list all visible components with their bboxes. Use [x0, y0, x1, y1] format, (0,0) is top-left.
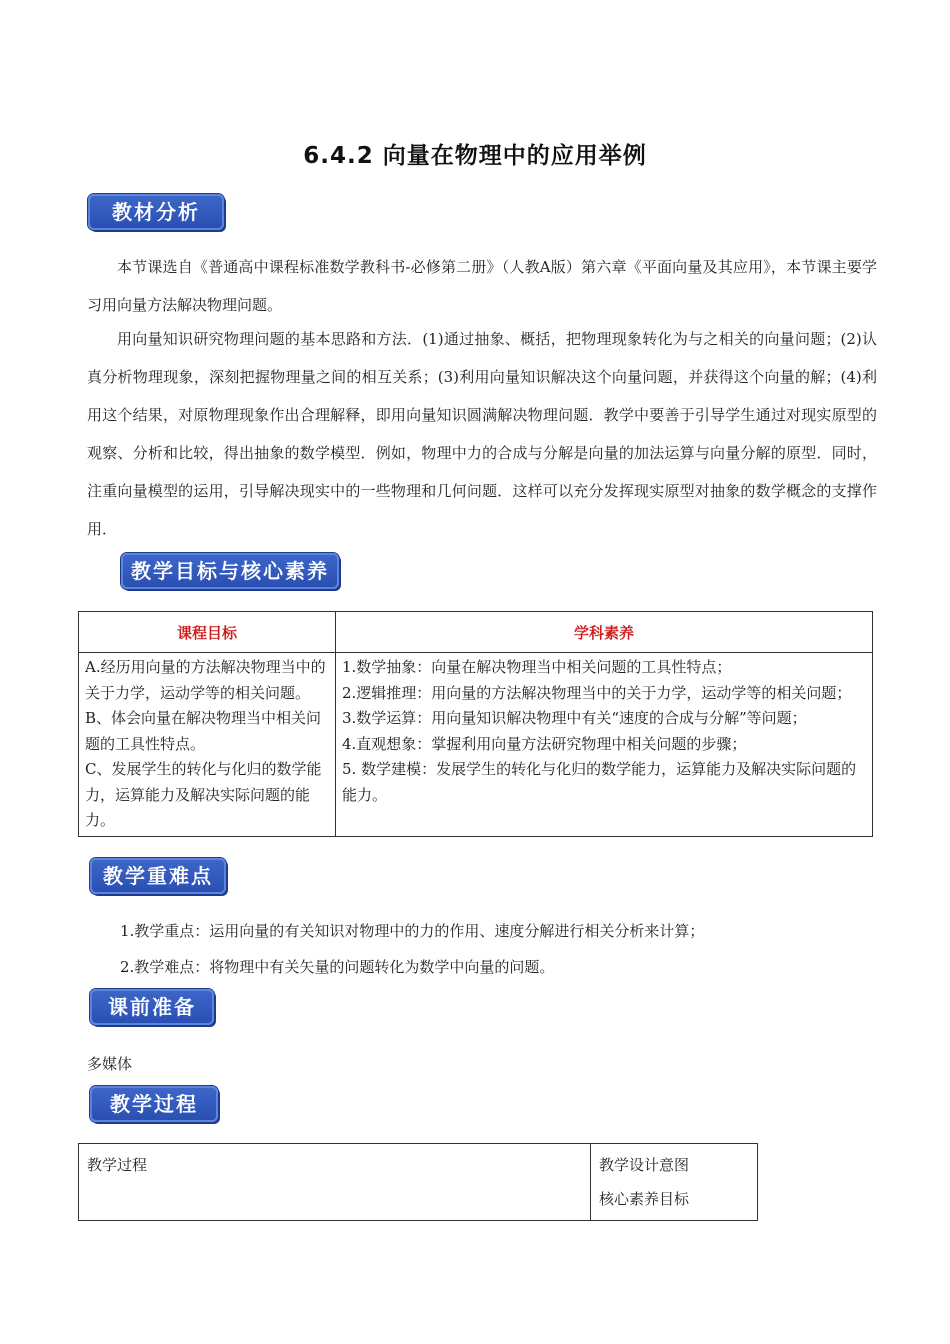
section-badge-key-points: 教学重难点 — [90, 858, 226, 894]
header-course-objectives: 课程目标 — [79, 612, 336, 653]
goals-table — [78, 611, 873, 837]
section-badge-preparation: 课前准备 — [90, 989, 214, 1025]
literacy-cell — [336, 653, 873, 837]
design-intent-cell — [591, 1144, 758, 1221]
literacy-item: 1.数学抽象：向量在解决物理当中相关问题的工具性特点； — [342, 658, 732, 676]
objective-item: C、发展学生的转化与化归的数学能力，运算能力及解决实际问题的能力。 — [85, 760, 322, 829]
goals-table-header-row — [79, 612, 873, 653]
page-title: 6.4.2 向量在物理中的应用举例 — [303, 143, 647, 169]
process-table-row — [79, 1144, 758, 1221]
objective-item: B、体会向量在解决物理当中相关问题的工具性特点。 — [85, 709, 322, 753]
section-badge-goals: 教学目标与核心素养 — [121, 553, 339, 589]
goals-table-row — [79, 653, 873, 837]
preparation-text: 多媒体 — [87, 1055, 133, 1073]
literacy-item: 5. 数学建模：发展学生的转化与化归的数学能力，运算能力及解决实际问题的能力。 — [342, 760, 857, 804]
design-intent-label: 教学设计意图 — [599, 1156, 690, 1174]
literacy-item: 2.逻辑推理：用向量的方法解决物理当中的关于力学，运动学等的相关问题； — [342, 683, 852, 702]
teaching-focus: 1.教学重点：运用向量的有关知识对物理中的力的作用、速度分解进行相关分析来计算； — [120, 922, 705, 940]
process-table — [78, 1143, 758, 1221]
core-literacy-label: 核心素养目标 — [599, 1190, 690, 1208]
analysis-paragraph-2: 用向量知识研究物理问题的基本思路和方法．(1)通过抽象、概括，把物理现象转化为与之相关的向量问题；(2)认真分析物理现象，深刻把握物理量之间的相互关系；(3)利用向量知识解决这个向量问题，并获得这个向量的解；(4)利用这个结果，对原物理现象作出合理解释，即用向量知识圆满解决物理问题．教学中要善于引导学生通过对现实原型的观察、分析和比较，得出抽象的数学模型．例如，物理中力的合成与分解是向量的加法运算与向量分解的原型．同时，注重向量模型的运用，引导解决现实中的一些物理和几何问题．这样可以充分发挥现实原型对抽象的数学概念的支撑作用． — [87, 330, 877, 538]
objectives-cell — [79, 653, 336, 837]
objective-item: A.经历用向量的方法解决物理当中的关于力学，运动学等的相关问题。 — [85, 658, 326, 702]
process-cell: 教学过程 — [79, 1144, 591, 1221]
header-subject-literacy: 学科素养 — [336, 612, 873, 653]
literacy-item: 4.直观想象：掌握利用向量方法研究物理中相关问题的步骤； — [342, 734, 747, 753]
section-badge-process: 教学过程 — [90, 1086, 218, 1122]
literacy-item: 3.数学运算：用向量知识解决物理中有关“速度的合成与分解”等问题； — [342, 709, 807, 727]
analysis-paragraph-1: 本节课选自《普通高中课程标准数学教科书-必修第二册》（人教A版）第六章《平面向量及其应用》，本节课主要学习用向量方法解决物理问题。 — [87, 258, 877, 314]
teaching-difficulty: 2.教学难点：将物理中有关矢量的问题转化为数学中向量的问题。 — [120, 958, 555, 976]
section-badge-analysis: 教材分析 — [88, 194, 224, 230]
